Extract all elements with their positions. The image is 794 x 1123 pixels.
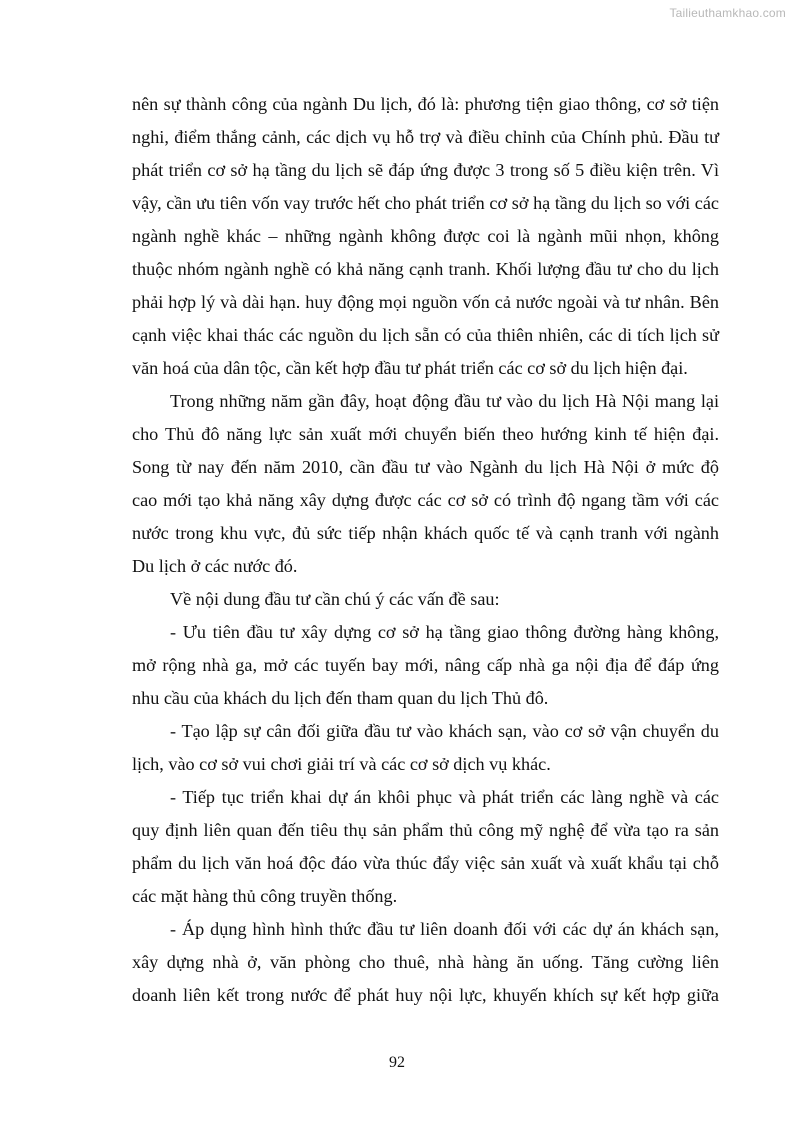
- text-line: thuộc nhóm ngành nghề có khả năng cạnh tranh. Khối lượng đầu tư cho du lịch: [132, 259, 719, 279]
- document-body: [132, 88, 719, 1012]
- text-line: nghi, điểm thắng cảnh, các dịch vụ hỗ trợ và điều chỉnh của Chính phủ. Đầu tư: [132, 127, 719, 147]
- text-line: quy định liên quan đến tiêu thụ sản phẩm thủ công mỹ nghệ để vừa tạo ra sản: [132, 820, 719, 840]
- text-line: mở rộng nhà ga, mở các tuyến bay mới, nâng cấp nhà ga nội địa để đáp ứng: [132, 655, 719, 675]
- paragraph-5: [132, 715, 719, 781]
- text-line: nên sự thành công của ngành Du lịch, đó là: phương tiện giao thông, cơ sở tiện: [132, 94, 719, 114]
- text-line: phẩm du lịch văn hoá độc đáo vừa thúc đẩy việc sản xuất và xuất khẩu tại chỗ: [132, 853, 719, 873]
- paragraph-4: [132, 616, 719, 715]
- text-line: lịch, vào cơ sở vui chơi giải trí và các cơ sở dịch vụ khác.: [132, 754, 551, 774]
- text-line: nhu cầu của khách du lịch đến tham quan du lịch Thủ đô.: [132, 688, 549, 708]
- text-line: Về nội dung đầu tư cần chú ý các vấn đề sau:: [170, 589, 500, 609]
- text-line: cạnh việc khai thác các nguồn du lịch sẵn có của thiên nhiên, các di tích lịch sử: [132, 325, 719, 345]
- text-line: - Tiếp tục triển khai dự án khôi phục và phát triển các làng nghề và các: [170, 787, 719, 807]
- text-line: văn hoá của dân tộc, cần kết hợp đầu tư phát triển các cơ sở du lịch hiện đại.: [132, 358, 688, 378]
- text-line: phải hợp lý và dài hạn. huy động mọi nguồn vốn cả nước ngoài và tư nhân. Bên: [132, 292, 719, 312]
- text-line: doanh liên kết trong nước để phát huy nội lực, khuyến khích sự kết hợp giữa: [132, 985, 719, 1005]
- text-line: phát triển cơ sở hạ tầng du lịch sẽ đáp ứng được 3 trong số 5 điều kiện trên. Vì: [132, 160, 719, 180]
- paragraph-7: [132, 913, 719, 1012]
- text-line: ngành nghề khác – những ngành không được coi là ngành mũi nhọn, không: [132, 226, 719, 246]
- text-line: Trong những năm gần đây, hoạt động đầu tư vào du lịch Hà Nội mang lại: [170, 391, 719, 411]
- text-line: vậy, cần ưu tiên vốn vay trước hết cho phát triển cơ sở hạ tầng du lịch so với các: [132, 193, 719, 213]
- text-line: - Tạo lập sự cân đối giữa đầu tư vào khách sạn, vào cơ sở vận chuyển du: [170, 721, 719, 741]
- text-line: Du lịch ở các nước đó.: [132, 556, 298, 576]
- text-line: cao mới tạo khả năng xây dựng được các cơ sở có trình độ ngang tầm với các: [132, 490, 719, 510]
- text-line: xây dựng nhà ở, văn phòng cho thuê, nhà hàng ăn uống. Tăng cường liên: [132, 952, 719, 972]
- paragraph-2: [132, 385, 719, 583]
- text-line: - Ưu tiên đầu tư xây dựng cơ sở hạ tầng giao thông đường hàng không,: [170, 622, 719, 642]
- text-line: - Áp dụng hình hình thức đầu tư liên doanh đối với các dự án khách sạn,: [170, 919, 719, 939]
- text-line: các mặt hàng thủ công truyền thống.: [132, 886, 398, 906]
- paragraph-1: [132, 88, 719, 385]
- page-number: 92: [389, 1054, 405, 1071]
- text-line: cho Thủ đô năng lực sản xuất mới chuyển biến theo hướng kinh tế hiện đại.: [132, 424, 719, 444]
- text-line: Song từ nay đến năm 2010, cần đầu tư vào Ngành du lịch Hà Nội ở mức độ: [132, 457, 719, 477]
- paragraph-3: [132, 583, 719, 616]
- watermark-text: Tailieuthamkhao.com: [669, 6, 786, 20]
- paragraph-6: [132, 781, 719, 913]
- text-line: nước trong khu vực, đủ sức tiếp nhận khách quốc tế và cạnh tranh với ngành: [132, 523, 719, 543]
